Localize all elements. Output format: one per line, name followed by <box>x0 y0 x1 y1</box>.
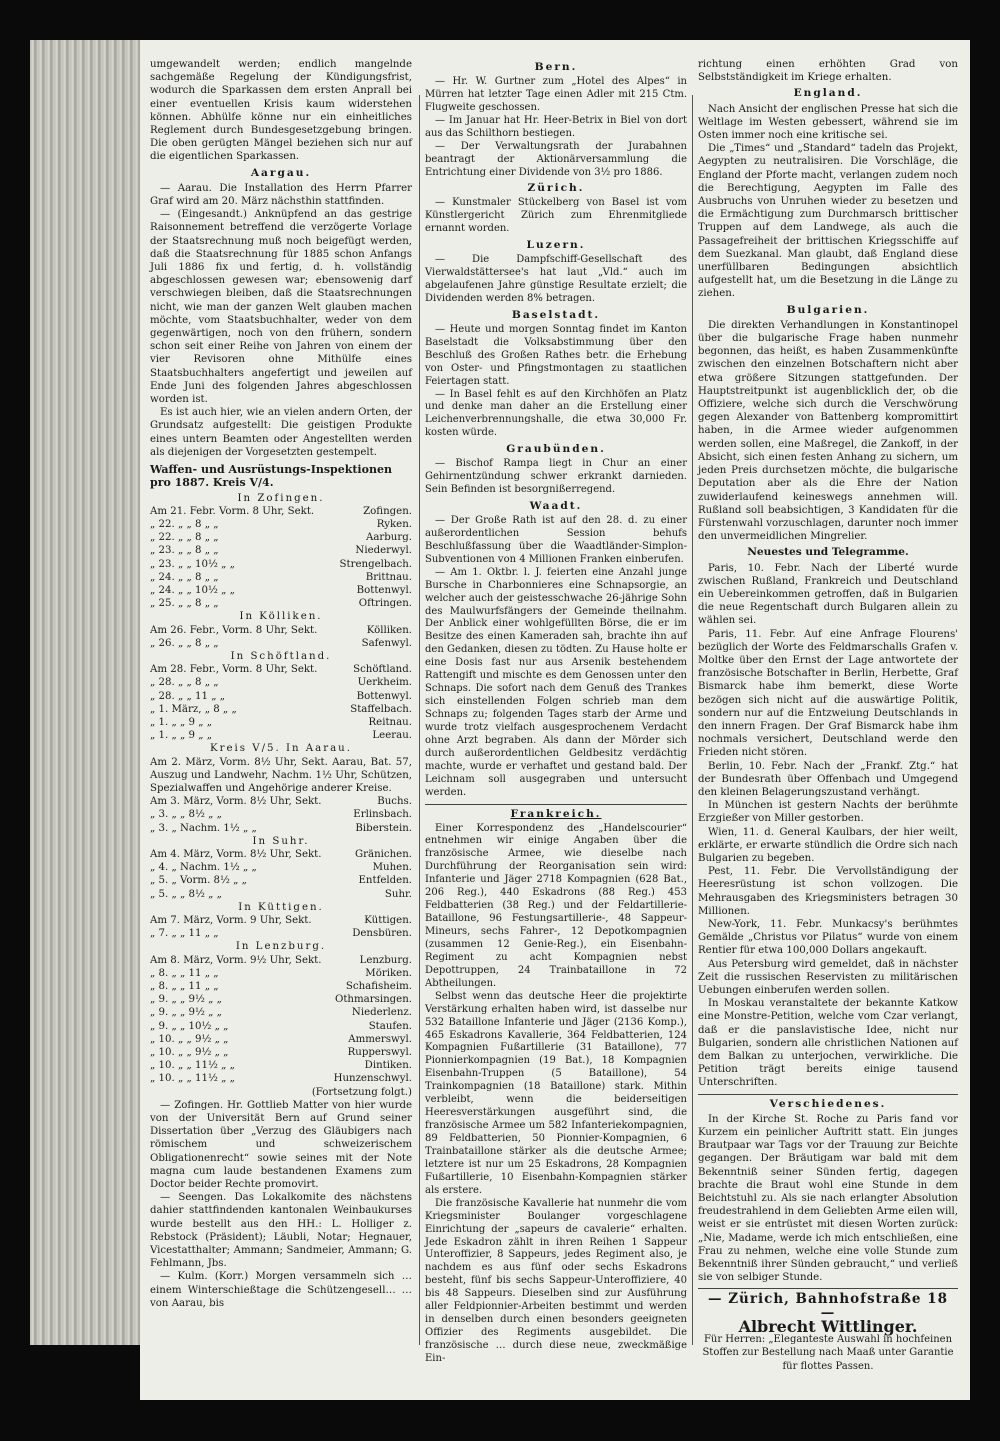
paragraph: — (Eingesandt.) Anknüpfend an das gestrige Raisonnement betreffend die verzögerte Vorlage der Staatsrechnung muß noch beigefügt werden, daß die Staatsrechnung für 1885 schon Anfangs Juli 1886 fix und fertig, d. h. vollständig abgeschlossen gewesen war; ebensowenig darf verschwiegen bleiben, daß die Staatsrechnungen nicht, wie man der ganzen Welt glauben machen möchte, vom Staatsbuchhalter, weder von dem gegenwärtigen, noch von den frühern, sondern schon seit einer Reihe von Jahren von einem der vier Revisoren ohne Mithülfe eines Staatsbuchhalters angefertigt und jeweilen auf Ende Juni des folgenden Jahres abgeschlossen worden ist. <box>150 209 412 406</box>
schedule-row <box>150 624 412 637</box>
schedule-date: „ 9. „ „ 9½ „ „ <box>150 994 222 1006</box>
schedule-row <box>150 1033 412 1046</box>
section-heading-bulgarien: Bulgarien. <box>786 303 870 316</box>
schedule-row <box>150 1072 412 1085</box>
paragraph: Einer Korrespondenz des „Handelscourier“ entnehmen wir einige Angaben über die französische Armee, wie dieselbe nach Durchführung der Reorganisation sein wird: Infanterie und Jäger 2718 Kompagnien (628 Bat., 206 Reg.), 440 Eskadrons (88 Reg.) 453 Feldbatterien (38 Reg.) und der Feldartillerie-Bataillone, 96 Festungsartillerie-, 48 Sappeur-Mineurs, sechs Fahrer-, 12 Depotkompagnien (zusammen 12 Genie-Reg.), ein Eisenbahn-Regiment zu acht Kompagnien nebst Depottruppen, 24 Trainbataillone in 72 Abtheilungen. <box>425 822 687 989</box>
schedule-row <box>150 993 412 1006</box>
schedule-section: Bottenwyl. <box>356 584 412 596</box>
schedule-section: Möriken. <box>365 967 412 979</box>
schedule-section: Küttigen. <box>364 915 412 926</box>
schedule-date: „ 10. „ „ 11½ „ „ <box>150 1060 235 1072</box>
schedule-section: Leerau. <box>372 730 412 742</box>
schedule-section: Strengelbach. <box>339 558 412 570</box>
schedule-row <box>150 808 412 821</box>
schedule-row <box>150 584 412 597</box>
divider <box>425 804 687 805</box>
schedule-date: „ 22. „ „ 8 „ „ <box>150 532 219 544</box>
schedule-row <box>150 1046 412 1059</box>
schedule-row <box>150 795 412 808</box>
paragraph: Die französische Kavallerie hat nunmehr die vom Kriegsminister Boulanger vorgeschlagene Einrichtung der „sapeurs de cavalerie“ erhalten. Jede Eskadron zählt in ihren Reihen 1 Sappeur Unteroffizier, 8 Sappeurs, jedes Regiment also, je nachdem es aus fünf oder sechs Eskadrons besteht, fünf bis sechs Sappeur-Unteroffiziere, 40 bis 48 Sappeurs. Dieselben sind zur Ausführung aller Feldpionnier-Arbeiten bestimmt und werden in denselben durch einen besonders geeigneten Offizier des Regiments ausgebildet. Die französische … durch diese neue, zweckmäßige Ein- <box>425 1197 687 1364</box>
section-heading-waadt: Waadt. <box>529 500 583 512</box>
column-rule <box>419 95 420 1345</box>
schedule-date: „ 4. „ Nachm. 1½ „ „ <box>150 862 257 874</box>
schedule-date: Am 4. März, Vorm. 8½ Uhr, Sekt. <box>150 848 322 860</box>
schedule-section: Hunzenschwyl. <box>333 1073 412 1085</box>
schedule-section: Lenzburg. <box>359 954 412 966</box>
schedule-section: Niederlenz. <box>351 1007 412 1019</box>
paragraph: — Bischof Rampa liegt in Chur an einer Gehirnentzündung schwer erkrankt darnieden. Sein Befinden ist besorgnißerregend. <box>425 458 687 496</box>
schedule-section: Reitnau. <box>368 716 412 728</box>
schedule-date: „ 5. „ Vorm. 8½ „ „ <box>150 875 247 887</box>
section-heading-neuestes: Neuestes und Telegramme. <box>747 546 909 559</box>
paragraph: — Der Verwaltungsrath der Jurabahnen beantragt der Aktionärversammlung die Entrichtung einer Dividende von 3½ pro 1886. <box>425 140 687 178</box>
schedule-date: Am 3. März, Vorm. 8½ Uhr, Sekt. <box>150 796 322 808</box>
column-1 <box>150 58 412 1310</box>
paragraph: In Moskau veranstaltete der bekannte Katkow eine Monstre-Petition, welche vom Czar verlangt, daß er die panslavistische Idee, nicht nur Bulgarien, sondern alle christlichen Nationen auf dem Balkan zu unterjochen, verwirkliche. Die Petition trägt bereits einige tausend Unterschriften. <box>698 998 958 1089</box>
schedule-section: Buchs. <box>377 796 412 808</box>
schedule-section: Brittnau. <box>365 571 412 583</box>
schedule-date: „ 3. „ Nachm. 1½ „ „ <box>150 822 257 834</box>
schedule-section: Bottenwyl. <box>356 690 412 702</box>
paragraph: In der Kirche St. Roche zu Paris fand vor Kurzem ein peinlicher Auftritt statt. Ein junges Brautpaar war Tags vor der Trauung zur Beichte gegangen. Der Bräutigam war bald mit dem Bekenntniß seiner Sünden fertig, dagegen brachte die Braut wohl eine Stunde in dem Beichtstuhl zu. Als sie nach erlangter Absolution freudestrahlend in dem Geliebten Arme eilen will, weist er sie entrüstet mit diesen Worten zurück: „Nie, Madame, werde ich mich entschließen, eine Frau zu nehmen, welche eine volle Stunde zum Bekenntniß ihrer Sünden gebraucht,“ und verließ sie von selbiger Stunde. <box>698 1113 958 1284</box>
schedule-section: Biberstein. <box>355 822 412 834</box>
paragraph: richtung einen erhöhten Grad von Selbstständigkeit im Kriege erhalten. <box>698 59 958 84</box>
schedule-row <box>150 663 412 676</box>
place-heading: In Zofingen. <box>237 492 325 504</box>
schedule-date: „ 28. „ „ 11 „ „ <box>150 690 225 702</box>
schedule-row <box>150 558 412 571</box>
schedule-row <box>150 1059 412 1072</box>
paragraph: — Zofingen. Hr. Gottlieb Matter von hier wurde von der Universität Bern auf Grund seiner Dissertation über „Verzug des Gläubigers nach römischem und schweizerischem Obligationenrecht“ sowie seines mit der Note magna cum laude bestandenen Examens zum Doctor beider Rechte promovirt. <box>150 1099 412 1191</box>
schedule-date: Am 26. Febr., Vorm. 8 Uhr, Sekt. <box>150 624 318 636</box>
schedule-date: „ 24. „ „ 8 „ „ <box>150 571 219 583</box>
section-heading-luzern: Luzern. <box>526 239 586 252</box>
schedule-date: „ 1. „ „ 9 „ „ <box>150 730 213 742</box>
schedule-section: Zofingen. <box>363 505 412 517</box>
place-heading: In Suhr. <box>252 835 310 847</box>
schedule-date: „ 10. „ „ 9½ „ „ <box>150 1047 229 1059</box>
schedule-section: Othmarsingen. <box>334 994 412 1006</box>
schedule-row <box>150 874 412 887</box>
schedule-row <box>150 531 412 544</box>
paragraph: Die direkten Verhandlungen in Konstantinopel über die bulgarische Frage haben nunmehr begonnen, das heißt, es haben Zusammenkünfte zwischen den einzelnen Botschaftern nicht aber etwa größere Sitzungen stattgefunden. Der Hauptstreitpunkt ist augenblicklich der, ob die Offiziere, welche sich durch die Verschwörung gegen Alexander von Battenberg kompromittirt haben, in die Armee wieder aufgenommen werden sollen, eine Maßregel, die Zankoff, in der Absicht, sich einen festen Anhang zu sichern, um jeden Preis durchsetzen möchte, die bulgarische Deputation aber als die Ehre der Nation zuwiderlaufend keineswegs annehmen will. Rußland soll beabsichtigen, 3 Kandidaten für die Fürstenwahl vorzuschlagen, darunter noch immer den unvermeidlichen Mingrelier. <box>698 319 958 543</box>
schedule-date: „ 10. „ „ 9½ „ „ <box>150 1033 229 1045</box>
schedule-row <box>150 703 412 716</box>
schedule-row <box>150 1006 412 1019</box>
schedule-row <box>150 505 412 518</box>
schedule-row <box>150 861 412 874</box>
schedule-section: Safenwyl. <box>361 637 412 649</box>
schedule-row <box>150 690 412 703</box>
schedule-section: Rupperswyl. <box>347 1047 412 1059</box>
paragraph: — Hr. W. Gurtner zum „Hotel des Alpes“ in Mürren hat letzter Tage einen Adler mit 215 Ctm. Flugweite geschossen. <box>425 75 687 113</box>
advertisement-name: Albrecht Wittlinger. <box>738 1316 918 1336</box>
schedule-list <box>150 795 412 835</box>
schedule-row <box>150 848 412 861</box>
schedule-section: Niederwyl. <box>355 545 412 557</box>
continued-note: (Fortsetzung folgt.) <box>311 1086 412 1098</box>
section-heading-graubuenden: Graubünden. <box>506 443 606 456</box>
schedule-row <box>150 822 412 835</box>
section-heading-england: England. <box>793 87 863 100</box>
paragraph: — Seengen. Das Lokalkomite des nächstens dahier stattfindenden kantonalen Weinbaukurses wurde bestellt aus den HH.: L. Holliger z. Rebstock (Präsident); Läubli, Notar; Hegnauer, Vicestatthalter; Ammann; Sandmeier, Ammann; G. Fehlmann, Jbs. <box>150 1192 412 1270</box>
paragraph: Paris, 10. Febr. Nach der Liberté wurde zwischen Rußland, Frankreich und Deutschland ein Uebereinkommen getroffen, daß in Bulgarien die neue Regentschaft durch Bulgaren allein zu wählen sei. <box>698 562 958 627</box>
paragraph: — In Basel fehlt es auf den Kirchhöfen an Platz und denke man daher an die Erstellung einer Leichenverbrennungshalle, die etwa 30,000 Fr. kosten würde. <box>425 388 687 439</box>
schedule-row <box>150 518 412 531</box>
paragraph: Die „Times“ und „Standard“ tadeln das Projekt, Aegypten zu neutralisiren. Die Vorschläge, die England der Pforte macht, verlangen zudem noch die Berechtigung, Aegypten im Falle des Ausbruchs von Unruhen wieder zu besetzen und die Ermächtigung zum Durchmarsch brittischer Truppen auf dem Landwege, als auch die Passagefreiheit der brittischen Kriegsschiffe auf dem Suezkanal. Man glaubt, daß England diese unerfüllbaren Bedingungen absichtlich aufgestellt hat, um die Besetzung in die Länge zu ziehen. <box>698 143 958 300</box>
place-heading: In Küttigen. <box>238 901 324 913</box>
schedule-section: Suhr. <box>384 888 412 900</box>
schedule-date: „ 5. „ „ 8½ „ „ <box>150 888 222 900</box>
paragraph: Nach Ansicht der englischen Presse hat sich die Weltlage im Westen gebessert, während sie im Osten immer noch eine kritische sei. <box>698 103 958 142</box>
paragraph: umgewandelt werden; endlich mangelnde sachgemäße Regelung der Kündigungsfrist, wodurch die Sparkassen dem ersten Anprall bei einer eventuellen Krisis kaum widerstehen können. Abhülfe könne nur ein einheitliches Reglement durch Bundesgesetzgebung bringen. Die oben gerügten Mängel beziehen sich nur auf die eigentlichen Sparkassen. <box>150 59 412 163</box>
schedule-section: Kölliken. <box>366 624 412 636</box>
schedule-date: „ 1. März, „ 8 „ „ <box>150 703 237 715</box>
paragraph: New-York, 11. Febr. Munkacsy's berühmtes Gemälde „Christus vor Pilatus“ wurde von einem Rentier für etwa 100,000 Dollars angekauft. <box>698 919 958 957</box>
place-heading: In Kölliken. <box>239 611 323 623</box>
place-heading: In Schöftland. <box>230 650 332 662</box>
schedule-row <box>150 716 412 729</box>
schedule-date: „ 26. „ „ 8 „ „ <box>150 637 219 649</box>
schedule-row <box>150 954 412 967</box>
schedule-section: Muhen. <box>372 862 412 874</box>
schedule-row <box>150 967 412 980</box>
schedule-date: Am 8. März, Vorm. 9½ Uhr, Sekt. <box>150 954 322 966</box>
schedule-list <box>150 624 412 650</box>
paragraph: — Im Januar hat Hr. Heer-Betrix in Biel von dort aus das Schilthorn bestiegen. <box>425 114 687 139</box>
section-heading-frankreich: Frankreich. <box>510 807 602 820</box>
schedule-list <box>150 848 412 901</box>
paragraph: Paris, 11. Febr. Auf eine Anfrage Flourens' bezüglich der Worte des Feldmarschalls Grafen v. Moltke über den Ernst der Lage antwortete der französische Botschafter in Berlin, Herbette, Graf Bismarck habe ihm bemerkt, diese Worte bezögen sich nicht auf die auswärtige Politik, sondern nur auf die Entzweiung Deutschlands in den innern Fragen. Der Graf Bismarck habe ihm nochmals versichert, Deutschland werde den Frieden nicht stören. <box>698 628 958 759</box>
schedule-date: „ 8. „ „ 11 „ „ <box>150 967 219 979</box>
section-heading-zuerich: Zürich. <box>527 182 585 195</box>
paragraph: — Kulm. (Korr.) Morgen versammeln sich … einem Winterschießtage die Schützengesell… … von Aarau, bis <box>150 1271 412 1309</box>
schedule-date: „ 22. „ „ 8 „ „ <box>150 518 219 530</box>
schedule-section: Ryken. <box>376 518 412 530</box>
schedule-row <box>150 544 412 557</box>
schedule-row <box>150 571 412 584</box>
schedule-date: „ 9. „ „ 10½ „ „ <box>150 1020 229 1032</box>
schedule-section: Schafisheim. <box>345 981 412 993</box>
paragraph: In München ist gestern Nachts der berühmte Erzgießer von Miller gestorben. <box>698 800 958 825</box>
place-heading: In Lenzburg. <box>235 941 327 953</box>
divider <box>698 1288 958 1289</box>
schedule-date: Am 28. Febr., Vorm. 8 Uhr, Sekt. <box>150 664 318 676</box>
schedule-section: Ammerswyl. <box>348 1033 412 1045</box>
schedule-section: Oftringen. <box>358 598 412 610</box>
paragraph: — Der Große Rath ist auf den 28. d. zu einer außerordentlichen Session behufs Beschlußfassung über die Waadtländer-Simplon-Subventionen von 4 Millionen Franken einberufen. <box>425 514 687 565</box>
schedule-section: Schöftland. <box>353 664 412 676</box>
schedule-section: Staffelbach. <box>350 703 412 715</box>
schedule-date: „ 9. „ „ 9½ „ „ <box>150 1007 222 1019</box>
section-heading-aargau: Aargau. <box>250 166 312 179</box>
paragraph: — Aarau. Die Installation des Herrn Pfarrer Graf wird am 20. März nächsthin stattfinden. <box>150 182 412 208</box>
column-2 <box>425 58 687 1366</box>
schedule-date: „ 23. „ „ 8 „ „ <box>150 545 219 557</box>
paragraph: — Am 1. Oktbr. l. J. feierten eine Anzahl junge Bursche in Charbonnieres eine Schnapsorgie, an welcher auch der geistesschwache 26-jährige Sohn des Maulwurfsfängers der Gemeinde theilnahm. Der Anblick einer wohlgefüllten Börse, die er im Besitze des einen Kameraden sah, brachte ihn auf den Gedanken, diesen zu tödten. Zu Hause holte er eine Dosis fast nur aus Arsenik bestehendem Rattengift und mischte es dem Genossen unter den Schnaps. Die sofort nach dem Genuß des Trankes sich einstellenden Folgen schrieb man dem Schnaps zu; folgenden Tages starb der Arme und wurde trotz vielfach ausgesprochenem Verdacht ohne Arzt begraben. Als dann der Mörder sich durch außerordentlichen Geldbesitz verdächtig machte, wurde er verhaftet und gestand bald. Der Leichnam soll ausgegraben und untersucht werden. <box>425 566 687 798</box>
advertisement-text: Für Herren: „Eleganteste Auswahl in hochfeinen Stoffen zur Bestellung nach Maaß unter Garantie für flottes Passen. <box>702 1334 954 1372</box>
schedule-section: Staufen. <box>368 1020 412 1032</box>
paragraph: Pest, 11. Febr. Die Vervollständigung der Heeresrüstung ist schon vollzogen. Die Mehrausgaben des Kriegsministers betragen 30 Millionen. <box>698 866 958 917</box>
schedule-row <box>150 980 412 993</box>
schedule-date: „ 7. „ „ 11 „ „ <box>150 928 219 940</box>
schedule-row <box>150 729 412 742</box>
schedule-section: Aarburg. <box>365 532 412 544</box>
place-heading: Kreis V/5. In Aarau. <box>210 743 352 755</box>
paragraph: Am 2. März, Vorm. 8½ Uhr, Sekt. Aarau, Bat. 57, Auszug und Landwehr, Nachm. 1½ Uhr, Schützen, Spezialwaffen und Angehörige anderer Kreise. <box>150 756 412 794</box>
schedule-row <box>150 637 412 650</box>
section-heading-baselstadt: Baselstadt. <box>511 308 601 321</box>
schedule-date: „ 1. „ „ 9 „ „ <box>150 716 213 728</box>
schedule-list <box>150 663 412 742</box>
schedule-date: „ 3. „ „ 8½ „ „ <box>150 809 222 821</box>
schedule-section: Gränichen. <box>355 848 412 860</box>
schedule-row <box>150 597 412 610</box>
schedule-date: „ 10. „ „ 11½ „ „ <box>150 1073 235 1085</box>
schedule-section: Erlinsbach. <box>353 809 412 821</box>
paragraph: Es ist auch hier, wie an vielen andern Orten, der Grundsatz aufgestellt: Die geistigen Produkte eines untern Beamten oder Angestellten werden als diejenigen der Vorgesetzten gestempelt. <box>150 407 412 458</box>
schedule-date: „ 25. „ „ 8 „ „ <box>150 598 219 610</box>
column-3 <box>698 58 958 1373</box>
paragraph: Wien, 11. d. General Kaulbars, der hier weilt, erklärte, er erwarte stündlich die Ordre sich nach Bulgarien zu begeben. <box>698 826 958 864</box>
paragraph: Berlin, 10. Febr. Nach der „Frankf. Ztg.“ hat der Bundesrath über Offenbach und Umgegend den kleinen Belagerungszustand verhängt. <box>698 760 958 798</box>
section-heading-bern: Bern. <box>534 61 578 73</box>
schedule-list <box>150 914 412 940</box>
schedule-list <box>150 954 412 1086</box>
paragraph: Selbst wenn das deutsche Heer die projektirte Verstärkung erhalten haben wird, ist dasselbe nur 532 Bataillone Infanterie und Jäger (2136 Komp.), 465 Eskadrons Kavallerie, 364 Feldbatterien, 124 Kompagnien Fußartillerie (31 Bataillone), 77 Pionnierkompagnien (19 Bat.), 18 Kompagnien Eisenbahn-Truppen (5 Bataillone), 54 Trainkompagnien (18 Bataillone) stark. Mithin verbleibt, wenn die beiderseitigen Heeresverstärkungen ausgeführt sind, die französische Armee um 582 Infanteriekompagnien, 89 Feldbatterien, 50 Pionnier-Kompagnien, 6 Trainbataillone stärker als die deutsche Armee; letztere ist nur um 25 Eskadrons, 28 Kompagnien Fußartillerie, 10 Eisenbahn-Kompagnien stärker als erstere. <box>425 990 687 1196</box>
schedule-row <box>150 676 412 689</box>
schedule-section: Dintiken. <box>364 1060 412 1072</box>
schedule-list <box>150 505 412 611</box>
advertisement-address: — Zürich, Bahnhofstraße 18 — <box>708 1291 948 1321</box>
schedule-date: Am 7. März, Vorm. 9 Uhr, Sekt. <box>150 915 312 926</box>
schedule-row <box>150 888 412 901</box>
paragraph: — Die Dampfschiff-Gesellschaft des Vierwaldstättersee's hat laut „Vld.“ auch im abgelaufenen Jahre günstige Resultate erzielt; die Dividenden werden 8% betragen. <box>425 254 687 304</box>
schedule-date: Am 21. Febr. Vorm. 8 Uhr, Sekt. <box>150 505 315 517</box>
schedule-row <box>150 914 412 927</box>
schedule-date: „ 8. „ „ 11 „ „ <box>150 981 219 993</box>
schedule-date: „ 24. „ „ 10½ „ „ <box>150 584 235 596</box>
paragraph: Aus Petersburg wird gemeldet, daß in nächster Zeit die russischen Reservisten zu militärischen Uebungen einberufen werden sollen. <box>698 958 958 997</box>
schedule-date: „ 23. „ „ 10½ „ „ <box>150 558 235 570</box>
schedule-section: Entfelden. <box>358 875 412 887</box>
paragraph: — Heute und morgen Sonntag findet im Kanton Baselstadt die Volksabstimmung über den Beschluß des Großen Rathes betr. die Erhebung von Oster- und Pfingstmontagen zu staatlichen Feiertagen statt. <box>425 323 687 387</box>
divider <box>698 1094 958 1095</box>
schedule-row <box>150 1020 412 1033</box>
page-edge-stack <box>30 40 140 1345</box>
schedule-row <box>150 927 412 940</box>
section-heading-waffen: Waffen- und Ausrüstungs-Inspektionen pro 1887. Kreis V/4. <box>150 463 392 490</box>
schedule-section: Uerkheim. <box>357 677 412 689</box>
column-rule <box>692 95 693 1345</box>
schedule-date: „ 28. „ „ 8 „ „ <box>150 677 219 689</box>
schedule-section: Densbüren. <box>352 928 412 940</box>
section-heading-verschiedenes: Verschiedenes. <box>769 1097 887 1110</box>
paragraph: — Kunstmaler Stückelberg von Basel ist vom Künstlergericht Zürich zum Ehrenmitgliede ernannt worden. <box>425 197 687 235</box>
